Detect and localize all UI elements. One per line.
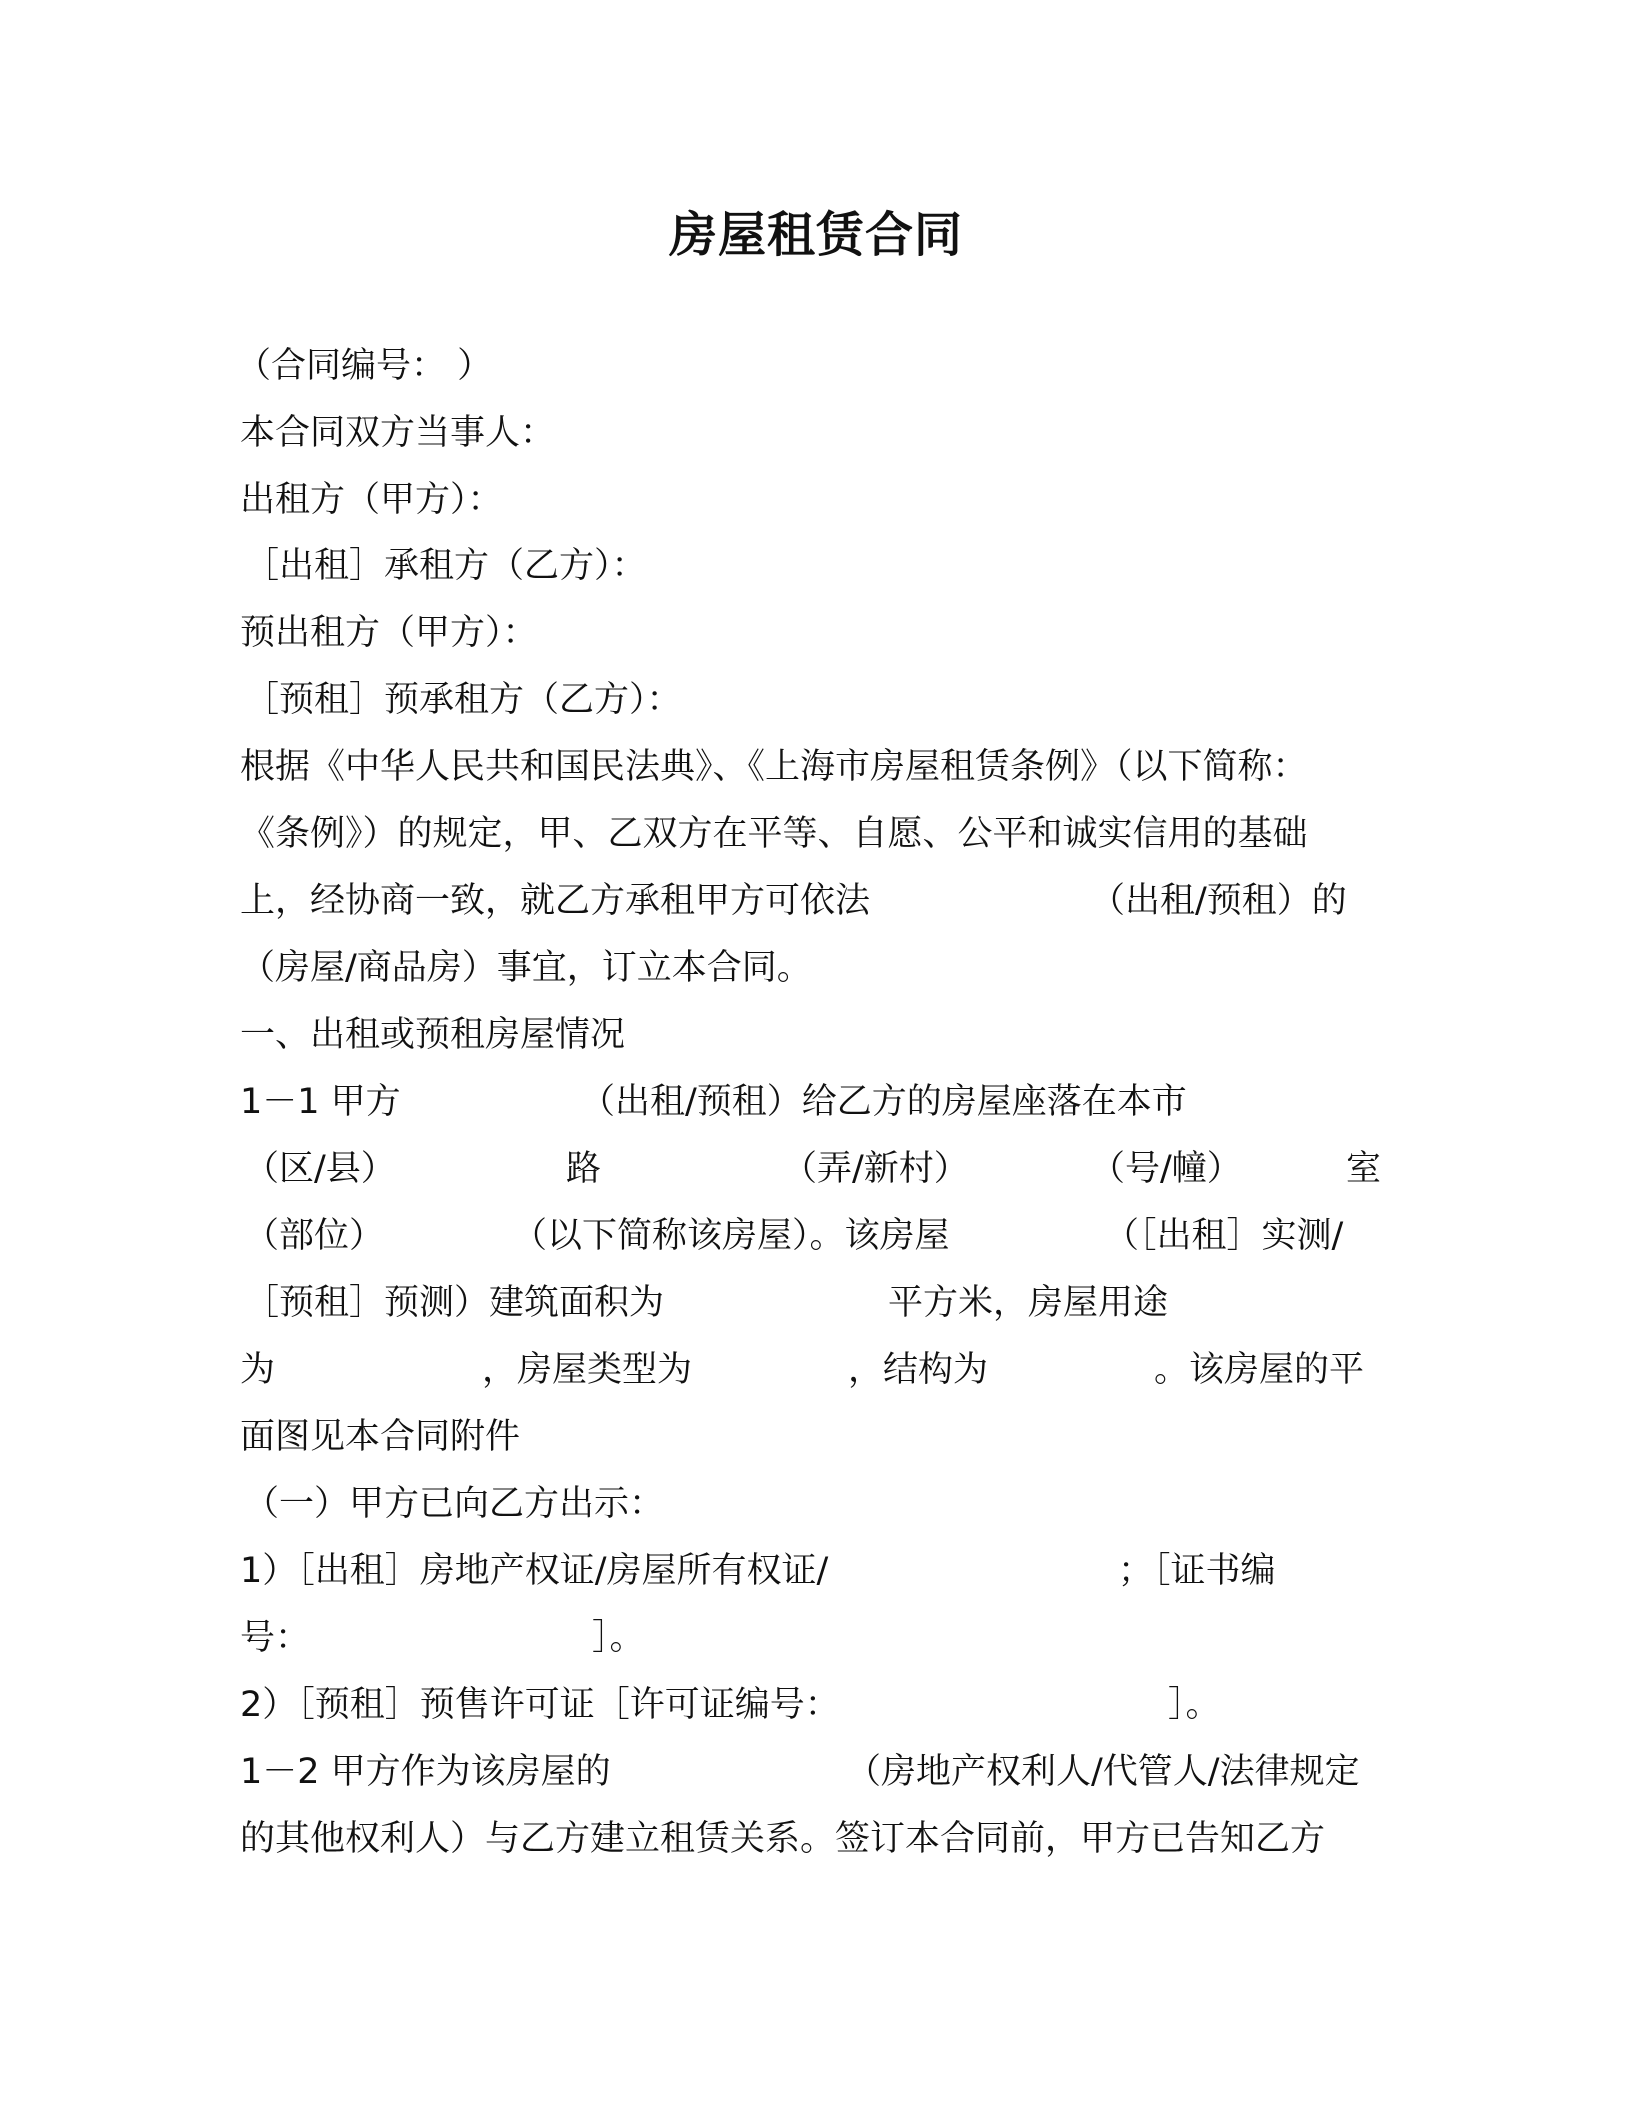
basis-line-3a: 上，经协商一致，就乙方承租甲方可依法 bbox=[240, 881, 871, 921]
contract-number-line: （合同编号： ） bbox=[236, 346, 493, 386]
lessor-line: 出租方（甲方）： bbox=[240, 480, 503, 520]
clause-1-2-line-1b: （房地产权利人/代管人/法律规定 bbox=[846, 1752, 1360, 1792]
section-1-heading: 一、出租或预租房屋情况 bbox=[240, 1015, 626, 1055]
clause-1-1-usage-value: 为 bbox=[240, 1350, 276, 1390]
clause-1-1-line-1b: （出租/预租）给乙方的房屋座落在本市 bbox=[580, 1082, 1187, 1122]
document-title: 房屋租赁合同 bbox=[668, 207, 963, 263]
clause-1-1-district: （区/县） bbox=[244, 1149, 396, 1189]
parties-intro: 本合同双方当事人： bbox=[240, 413, 556, 453]
clause-1-1-measure: （［出租］实测/ bbox=[1104, 1216, 1344, 1256]
clause-1-1-lane: （弄/新村） bbox=[782, 1149, 969, 1189]
clause-1-1-line-1a: 1－1 甲方 bbox=[240, 1082, 401, 1122]
clause-1-1-road: 路 bbox=[566, 1149, 602, 1189]
clause-1-1-house-ref: （以下简称该房屋）。该房屋 bbox=[512, 1216, 950, 1256]
clause-1-2-line-2: 的其他权利人）与乙方建立租赁关系。签订本合同前，甲方已告知乙方 bbox=[240, 1819, 1326, 1859]
pre-lessee-line: ［预租］预承租方（乙方）： bbox=[244, 680, 682, 720]
shown-documents-intro: （一）甲方已向乙方出示： bbox=[244, 1484, 665, 1524]
item-1-cert-no-label: ；［证书编 bbox=[1118, 1551, 1276, 1591]
item-2-presale: 2）［预租］预售许可证［许可证编号： bbox=[240, 1685, 840, 1725]
clause-1-1-room: 室 bbox=[1346, 1149, 1382, 1189]
basis-line-4: （房屋/商品房）事宜，订立本合同。 bbox=[240, 948, 812, 988]
basis-line-3b: （出租/预租）的 bbox=[1090, 881, 1347, 921]
clause-1-1-area: ［预租］预测）建筑面积为 bbox=[244, 1283, 665, 1323]
clause-1-1-position: （部位） bbox=[244, 1216, 385, 1256]
clause-1-1-plan: 。该房屋的平 bbox=[1154, 1350, 1365, 1390]
clause-1-1-attachment: 面图见本合同附件 bbox=[240, 1417, 521, 1457]
lessee-line: ［出租］承租方（乙方）： bbox=[244, 546, 647, 586]
clause-1-1-building: （号/幢） bbox=[1090, 1149, 1242, 1189]
clause-1-2-line-1a: 1－2 甲方作为该房屋的 bbox=[240, 1752, 611, 1792]
item-1-certificate: 1）［出租］房地产权证/房屋所有权证/ bbox=[240, 1551, 829, 1591]
basis-line-2: 《条例》）的规定，甲、乙双方在平等、自愿、公平和诚实信用的基础 bbox=[240, 814, 1308, 854]
item-2-close: ］。 bbox=[1168, 1685, 1221, 1725]
item-1-close: ］。 bbox=[592, 1618, 645, 1658]
clause-1-1-type: ，房屋类型为 bbox=[482, 1350, 693, 1390]
item-1-number: 号： bbox=[240, 1618, 311, 1658]
basis-line-1: 根据《中华人民共和国民法典》、《上海市房屋租赁条例》（以下简称： bbox=[240, 747, 1308, 787]
pre-lessor-line: 预出租方（甲方）： bbox=[240, 613, 538, 653]
clause-1-1-structure: ，结构为 bbox=[848, 1350, 989, 1390]
clause-1-1-usage: 平方米，房屋用途 bbox=[888, 1283, 1169, 1323]
